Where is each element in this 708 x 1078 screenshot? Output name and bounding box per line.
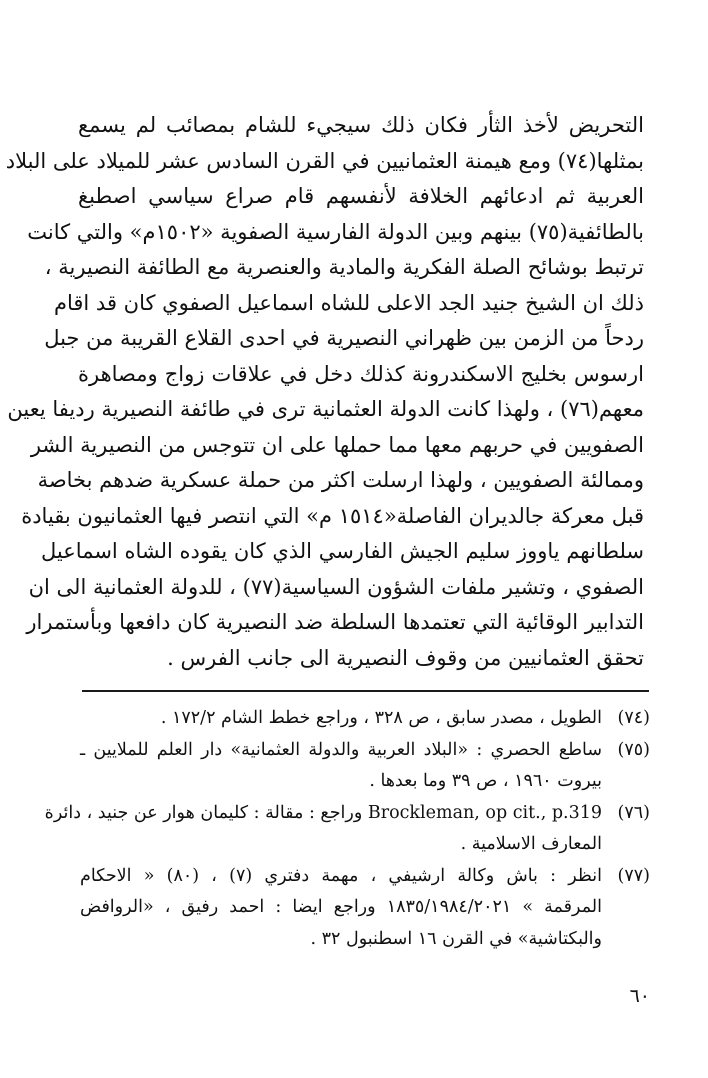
footnote (44, 798, 650, 861)
footnote-line: المرقمة » ١٨٣٥/١٩٨٤/٢٠٢١ وراجع ايضا : احمد رفيق ، «الروافض (80, 897, 603, 917)
footnote-line: المعارف الاسلامية . (460, 834, 602, 854)
main-text (5, 108, 644, 676)
text-line: التدابير الوقائية التي تعتمدها السلطة ضد النصيرية كان دافعها وبأستمرار (26, 610, 644, 634)
text-line: ترتبط بوشائح الصلة الفكرية والمادية والعنصرية مع الطائفة النصيرية ، (44, 255, 644, 279)
footnote-line: ساطع الحصري : «البلاد العربية والدولة العثمانية» دار العلم للملايين ـ (80, 739, 602, 760)
footnote-line: بيروت ١٩٦٠ ، ص ٣٩ وما بعدها . (369, 771, 602, 791)
footnote-number: (٧٥) (617, 739, 650, 760)
footnote-text (80, 703, 602, 735)
footnote-text (80, 861, 602, 956)
text-line: قبل معركة جالديران الفاصلة«١٥١٤ م» التي انتصر فيها العثمانيون بقيادة (21, 503, 644, 528)
footnote-text (80, 735, 602, 798)
text-line: سلطانهم ياووز سليم الجيش الفارسي الذي كان يقوده الشاه اسماعيل (41, 539, 644, 563)
footnote-line: والبكتاشية» في القرن ١٦ اسطنبول ٣٢ . (310, 928, 602, 949)
text-line: تحقق العثمانيين من وقوف النصيرية الى جانب الفرس . (167, 645, 644, 670)
footnotes (44, 703, 650, 955)
text-line: ذلك ان الشيخ جنيد الجد الاعلى للشاه اسماعيل الصفوي كان قد اقام (53, 290, 644, 315)
text-line: الصفويين في حربهم معها مما حملها على ان تتوجس من النصيرية الشر (30, 432, 644, 457)
footnote-separator (82, 690, 649, 692)
text-line: وممالئة الصفويين ، ولهذا ارسلت اكثر من حملة عسكرية ضدهم بخاصة (37, 468, 644, 492)
footnote (80, 735, 650, 798)
text-line: الصفوي ، وتشير ملفات الشؤون السياسية(٧٧) ، للدولة العثمانية الى ان (28, 574, 644, 599)
text-line: ارسوس بخليج الاسكندرونة كذلك دخل في علاقات زواج ومصاهرة (78, 361, 644, 386)
footnote-number: (٧٤) (617, 708, 650, 728)
footnote-line: انظر : باش وكالة ارشيفي ، مهمة دفتري (٧) ، (٨٠) « الاحكام (80, 865, 602, 886)
text-line: معهم(٧٦) ، ولهذا كانت الدولة العثمانية ترى في طائفة النصيرية رديفا يعين (7, 397, 644, 421)
footnote (80, 861, 650, 956)
footnote (80, 703, 650, 735)
footnote-text (45, 798, 602, 861)
page-number: ٦٠ (629, 985, 650, 1007)
text-line: بمثلها(٧٤) ومع هيمنة العثمانيين في القرن السادس عشر للميلاد على البلاد (5, 148, 644, 173)
text-line: التحريض لأخذ الثأر فكان ذلك سيجيء للشام بمصائب لم يسمع (78, 113, 644, 137)
footnote-line: Brockleman, op cit., p.319 وراجع : مقالة : كليمان هوار عن جنيد ، دائرة (44, 802, 602, 823)
footnote-number: (٧٦) (617, 802, 650, 823)
text-line: ردحاً من الزمن بين ظهراني النصيرية في احدى القلاع القريبة من جبل (44, 326, 644, 350)
footnote-line: الطويل ، مصدر سابق ، ص ٣٢٨ ، وراجع خطط الشام ١٧٢/٢ . (160, 708, 602, 728)
footnote-number: (٧٧) (617, 865, 650, 886)
text-line: بالطائفية(٧٥) بينهم وبين الدولة الفارسية الصفوية «١٥٠٢م» والتي كانت (27, 219, 644, 244)
text-line: العربية ثم ادعائهم الخلافة لأنفسهم قام صراع سياسي اصطبغ (78, 184, 644, 208)
